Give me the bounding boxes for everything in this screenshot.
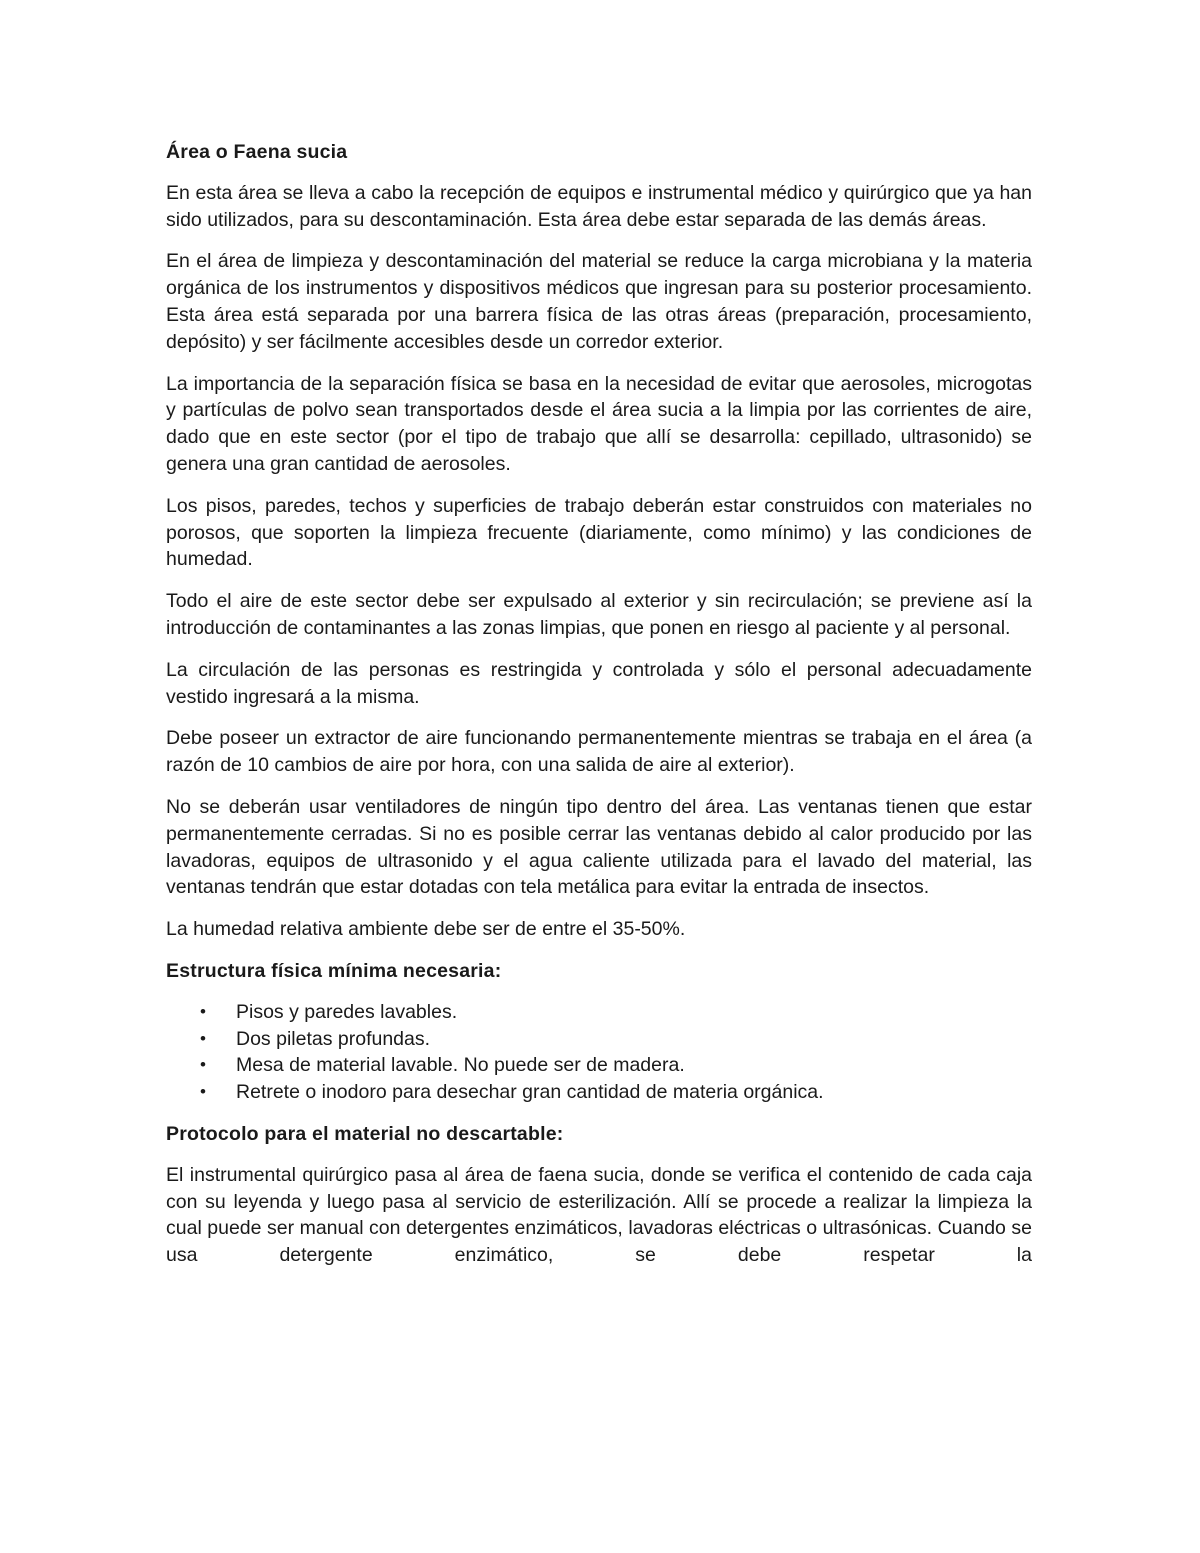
list-item-text: Pisos y paredes lavables. <box>236 1000 458 1023</box>
structure-list <box>166 999 1032 1106</box>
bullet-icon: • <box>200 1082 206 1102</box>
paragraph-humidity: La humedad relativa ambiente debe ser de entre el 35-50%. <box>166 918 686 941</box>
bullet-icon: • <box>200 1001 206 1021</box>
bullet-icon: • <box>200 1055 206 1075</box>
bullet-icon: • <box>200 1028 206 1048</box>
document-body <box>166 139 1032 1284</box>
paragraph-reception: En esta área se lleva a cabo la recepción de equipos e instrumental médico y quirúrgico que ya han sido utilizados, para su descontaminación. Esta área debe estar separada de las demás áreas. <box>166 181 1032 231</box>
paragraph-surfaces: Los pisos, paredes, techos y superficies de trabajo deberán estar construidos con materiales no porosos, que soporten la limpieza frecuente (diariamente, como mínimo) y las condiciones de humedad. <box>166 494 1032 571</box>
list-item <box>166 1079 1032 1106</box>
list-item <box>166 1052 1032 1079</box>
paragraph-protocol: El instrumental quirúrgico pasa al área de faena sucia, donde se verifica el contenido de cada caja con su leyenda y luego pasa al servicio de esterilización. Allí se procede a realizar la limpieza la cual puede ser manual con detergentes enzimáticos, lavadoras eléctricas o ultrasónicas. Cuando se usa detergente enzimático, se debe respetar la <box>166 1163 1032 1267</box>
paragraph-circulation: La circulación de las personas es restringida y controlada y sólo el personal adecuadamente vestido ingresará a la misma. <box>166 658 1032 708</box>
list-item-text: Dos piletas profundas. <box>236 1027 431 1050</box>
list-item <box>166 999 1032 1026</box>
paragraph-air-expulsion: Todo el aire de este sector debe ser expulsado al exterior y sin recirculación; se previene así la introducción de contaminantes a las zonas limpias, que ponen en riesgo al paciente y al personal. <box>166 590 1032 639</box>
paragraph-ventilation: No se deberán usar ventiladores de ningún tipo dentro del área. Las ventanas tienen que estar permanentemente cerradas. Si no es posible cerrar las ventanas debido al calor producido por las lavadoras, equipos de ultrasonido y el agua caliente utilizada para el lavado del material, las ventanas tendrán que estar dotadas con tela metálica para evitar la entrada de insectos. <box>166 795 1032 899</box>
list-item-text: Mesa de material lavable. No puede ser de madera. <box>236 1054 685 1077</box>
paragraph-extractor: Debe poseer un extractor de aire funcionando permanentemente mientras se trabaja en el área (a razón de 10 cambios de aire por hora, con una salida de aire al exterior). <box>166 727 1032 777</box>
list-item-text: Retrete o inodoro para desechar gran cantidad de materia orgánica. <box>236 1081 824 1104</box>
paragraph-physical-separation: La importancia de la separación física se basa en la necesidad de evitar que aerosoles, microgotas y partículas de polvo sean transportados desde el área sucia a la limpia por las corrientes de aire, dado que en este sector (por el tipo de trabajo que allí se desarrolla: cepillado, ultrasonido) se genera una gran cantidad de aerosoles. <box>166 372 1032 475</box>
section-title: Área o Faena sucia <box>166 141 348 163</box>
list-item <box>166 1026 1032 1053</box>
paragraph-decontamination: En el área de limpieza y descontaminación del material se reduce la carga microbiana y la materia orgánica de los instrumentos y dispositivos médicos que ingresan para su posterior procesamiento. Esta área está separada por una barrera física de las otras áreas (preparación, procesamiento, depósito) y ser fácilmente accesibles desde un corredor exterior. <box>166 250 1032 353</box>
protocol-heading: Protocolo para el material no descartable: <box>166 1122 564 1145</box>
structure-heading: Estructura física mínima necesaria: <box>166 959 502 982</box>
